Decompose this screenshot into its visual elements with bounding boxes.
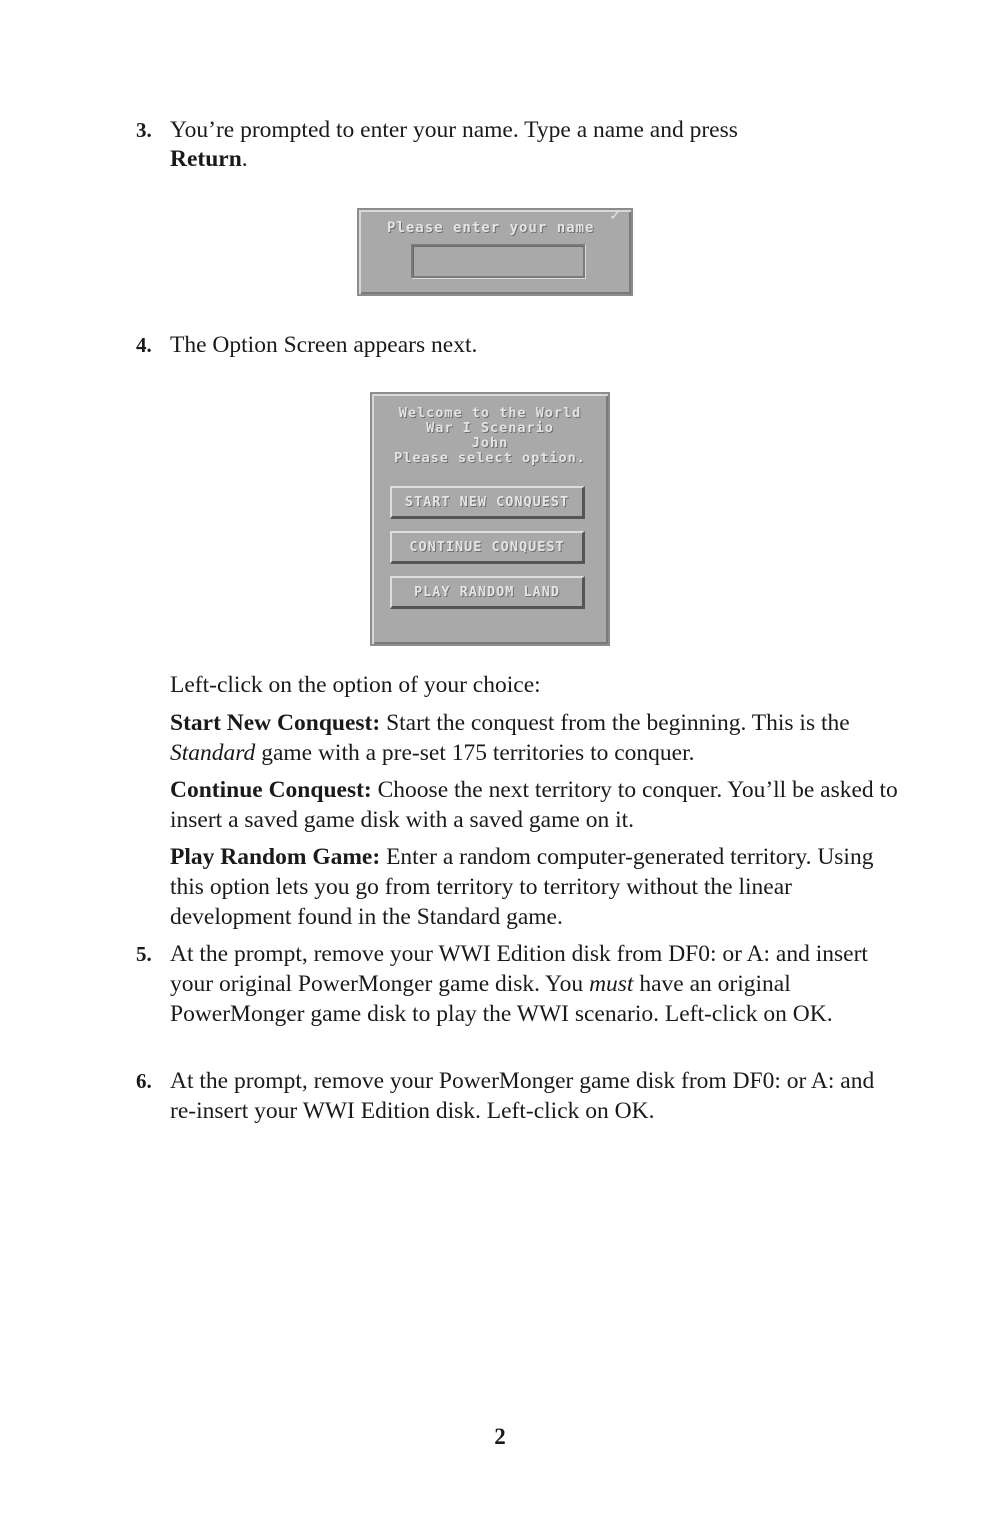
play-random-land-button[interactable]: PLAY RANDOM LAND <box>390 576 585 609</box>
must-emphasis: must <box>589 971 634 997</box>
instructions-intro: Left-click on the option of your choice: <box>170 672 541 698</box>
start-new-conquest-description <box>170 708 900 768</box>
standard-emphasis: Standard <box>170 740 256 766</box>
random-term: Play Random Game: <box>170 844 381 870</box>
step-number: 5. <box>136 942 152 966</box>
continue-text: Choose the next territory to conquer. You’ll be asked to insert a saved game disk with a saved game on it. <box>170 777 898 833</box>
step-3-text: You’re prompted to enter your name. Type a name and press <box>170 117 738 143</box>
player-name: John <box>471 435 509 451</box>
step-5-part-2: have an original PowerMonger game disk to play the WWI scenario. Left-click on OK. <box>170 971 833 1027</box>
play-random-game-description <box>170 842 900 932</box>
continue-conquest-button[interactable]: CONTINUE CONQUEST <box>390 531 585 564</box>
select-prompt: Please select option. <box>394 450 586 466</box>
step-5-part-1: At the prompt, remove your WWI Edition disk from DF0: or A: and insert your original PowerMonger game disk. You <box>170 941 868 997</box>
step-text <box>170 116 900 174</box>
checkmark-icon[interactable]: ✓ <box>609 209 621 224</box>
step-4-text: The Option Screen appears next. <box>170 332 478 358</box>
start-new-conquest-button[interactable]: START NEW CONQUEST <box>390 486 585 519</box>
page-number: 2 <box>494 1424 506 1449</box>
random-text: Enter a random computer-generated territory. Using this option lets you go from territory to territory without the linear development found in the Standard game. <box>170 844 874 930</box>
name-dialog-title: Please enter your name <box>387 220 595 236</box>
step-3-tail: . <box>241 146 248 172</box>
start-term: Start New Conquest: <box>170 710 381 736</box>
step-number: 6. <box>136 1069 152 1093</box>
return-key-label: Return <box>170 146 242 172</box>
start-text-1: Start the conquest from the beginning. This is the <box>380 710 850 736</box>
name-entry-dialog <box>357 208 633 296</box>
step-number: 3. <box>136 118 152 142</box>
welcome-line-2: War I Scenario <box>426 420 554 436</box>
step-number: 4. <box>136 333 152 357</box>
continue-term: Continue Conquest: <box>170 777 372 803</box>
continue-conquest-description <box>170 775 900 835</box>
step-5-text <box>170 939 900 1029</box>
start-text-2: game with a pre-set 175 territories to conquer. <box>255 740 695 766</box>
option-screen-dialog <box>370 392 610 646</box>
name-input[interactable] <box>411 244 585 278</box>
step-6-text: At the prompt, remove your PowerMonger game disk from DF0: or A: and re-insert your WWI Edition disk. Left-click on OK. <box>170 1068 875 1124</box>
welcome-line-1: Welcome to the World <box>398 405 582 421</box>
